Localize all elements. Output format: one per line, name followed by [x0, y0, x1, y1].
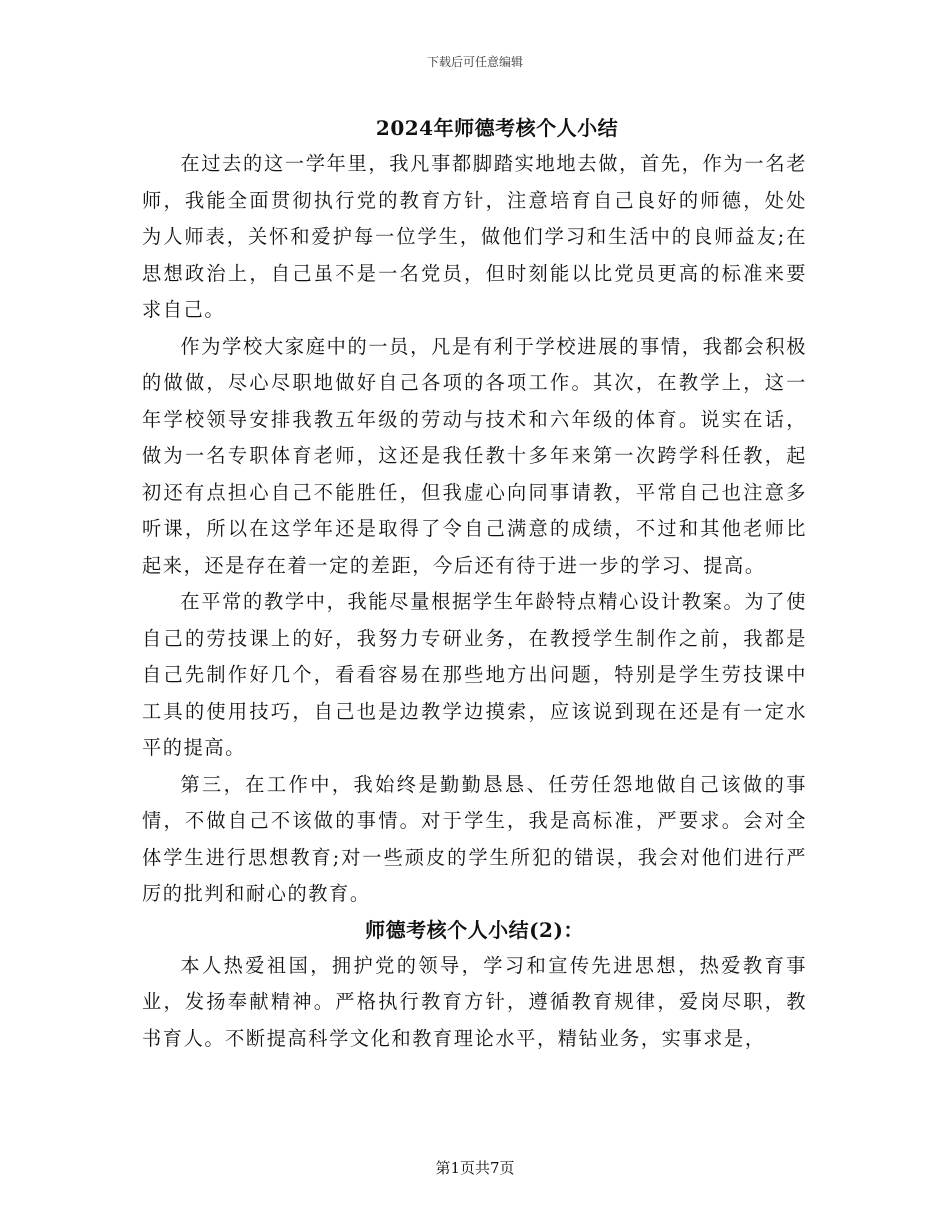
- page-number: 第1页共7页: [435, 1159, 515, 1177]
- section-title: 师德考核个人小结(2)：: [365, 917, 584, 942]
- paragraph: 本人热爱祖国，拥护党的领导，学习和宣传先进思想，热爱教育事业，发扬奉献精神。严格执行教育方针，遵循教育规律，爱岗尽职，教书育人。不断提高科学文化和教育理论水平，精钻业务，实事求是，: [142, 953, 807, 1050]
- document-title: 2024年师德考核个人小结: [375, 116, 619, 140]
- paragraph: 作为学校大家庭中的一员，凡是有利于学校进展的事情，我都会积极的做做，尽心尽职地做好自己各项的各项工作。其次，在教学上，这一年学校领导安排我教五年级的劳动与技术和六年级的体育。说实在话，做为一名专职体育老师，这还是我任教十多年来第一次跨学科任教，起初还有点担心自己不能胜任，但我虚心向同事请教，平常自己也注意多听课，所以在这学年还是取得了令自己满意的成绩，不过和其他老师比起来，还是存在着一定的差距，今后还有待于进一步的学习、提高。: [142, 334, 807, 577]
- paragraph: 在过去的这一学年里，我凡事都脚踏实地地去做，首先，作为一名老师，我能全面贯彻执行党的教育方针，注意培育自己良好的师德，处处为人师表，关怀和爱护每一位学生，做他们学习和生活中的良师益友;在思想政治上，自己虽不是一名党员，但时刻能以比党员更高的标准来要求自己。: [142, 152, 807, 321]
- document-body: [142, 111, 807, 1057]
- header-note: 下载后可任意编辑: [426, 55, 523, 69]
- paragraph: 在平常的教学中，我能尽量根据学生年龄特点精心设计教案。为了使自己的劳技课上的好，我努力专研业务，在教授学生制作之前，我都是自己先制作好几个，看看容易在那些地方出问题，特别是学生劳技课中工具的使用技巧，自己也是边教学边摸索，应该说到现在还是有一定水平的提高。: [142, 590, 807, 759]
- paragraph: 第三，在工作中，我始终是勤勤恳恳、任劳任怨地做自己该做的事情，不做自己不该做的事情。对于学生，我是高标准，严要求。会对全体学生进行思想教育;对一些顽皮的学生所犯的错误，我会对他们进行严厉的批判和耐心的教育。: [142, 772, 807, 905]
